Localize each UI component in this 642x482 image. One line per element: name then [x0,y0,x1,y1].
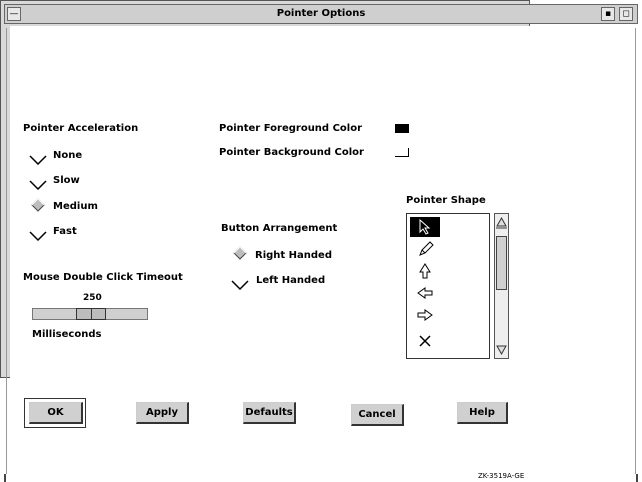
left-arrow-icon [410,283,440,303]
right-handed-selected-diamond-icon[interactable] [233,246,247,260]
resize-corner-bottom-left[interactable] [4,474,28,482]
pen-cursor-icon [410,239,440,259]
scroll-up-arrow-icon[interactable] [496,216,507,230]
double-click-slider[interactable] [32,308,148,320]
cancel-button[interactable]: Cancel [351,404,404,426]
ok-button[interactable]: OK [29,402,83,424]
list-item[interactable] [410,261,440,281]
medium-selected-diamond-icon[interactable] [31,198,45,212]
minimize-button[interactable]: ▪ [601,7,615,21]
foreground-color-swatch[interactable] [395,124,409,133]
double-click-value: 250 [83,293,102,303]
accel-option-fast[interactable]: Fast [53,226,77,237]
slider-thumb[interactable] [76,308,106,320]
foreground-color-label: Pointer Foreground Color [219,123,363,134]
right-arrow-icon [410,305,440,325]
acceleration-heading: Pointer Acceleration [23,123,139,134]
resize-corner-bottom-right[interactable] [614,474,638,482]
resize-border-left[interactable] [0,28,7,474]
list-item[interactable] [410,331,440,351]
list-item[interactable] [410,305,440,325]
list-item[interactable] [410,283,440,303]
window-menu-button[interactable]: — [7,7,21,21]
double-click-heading: Mouse Double Click Timeout [23,272,183,283]
arrangement-right-handed[interactable]: Right Handed [255,250,333,261]
left-handed-check-icon[interactable] [231,278,249,290]
list-item[interactable] [410,239,440,259]
button-arrangement-heading: Button Arrangement [221,223,338,234]
pointer-shape-scrollbar[interactable] [494,213,509,359]
background-color-label: Pointer Background Color [219,147,364,158]
none-check-icon[interactable] [29,153,47,165]
up-arrow-icon [410,261,440,281]
maximize-button[interactable]: ◻ [619,7,633,21]
background-color-swatch[interactable] [395,148,409,157]
arrow-cursor-icon [410,217,440,237]
scroll-thumb[interactable] [496,236,507,290]
accel-option-slow[interactable]: Slow [53,175,80,186]
arrangement-left-handed[interactable]: Left Handed [256,275,326,286]
accel-option-medium[interactable]: Medium [53,201,98,212]
pointer-shape-list[interactable] [406,213,490,359]
resize-border-right[interactable] [635,28,642,474]
fast-check-icon[interactable] [29,229,47,241]
help-button[interactable]: Help [457,402,508,424]
scroll-down-arrow-icon[interactable] [496,342,507,356]
pointer-shape-heading: Pointer Shape [406,195,486,206]
apply-button[interactable]: Apply [136,402,189,424]
title-bar[interactable] [4,4,638,24]
slow-check-icon[interactable] [29,178,47,190]
accel-option-none[interactable]: None [53,150,83,161]
window-title: Pointer Options [276,8,366,19]
figure-code: ZK-3519A-GE [478,472,525,480]
double-click-units: Milliseconds [32,329,102,340]
defaults-button[interactable]: Defaults [243,402,296,424]
list-item[interactable] [410,217,440,237]
x-cursor-icon [410,331,440,351]
